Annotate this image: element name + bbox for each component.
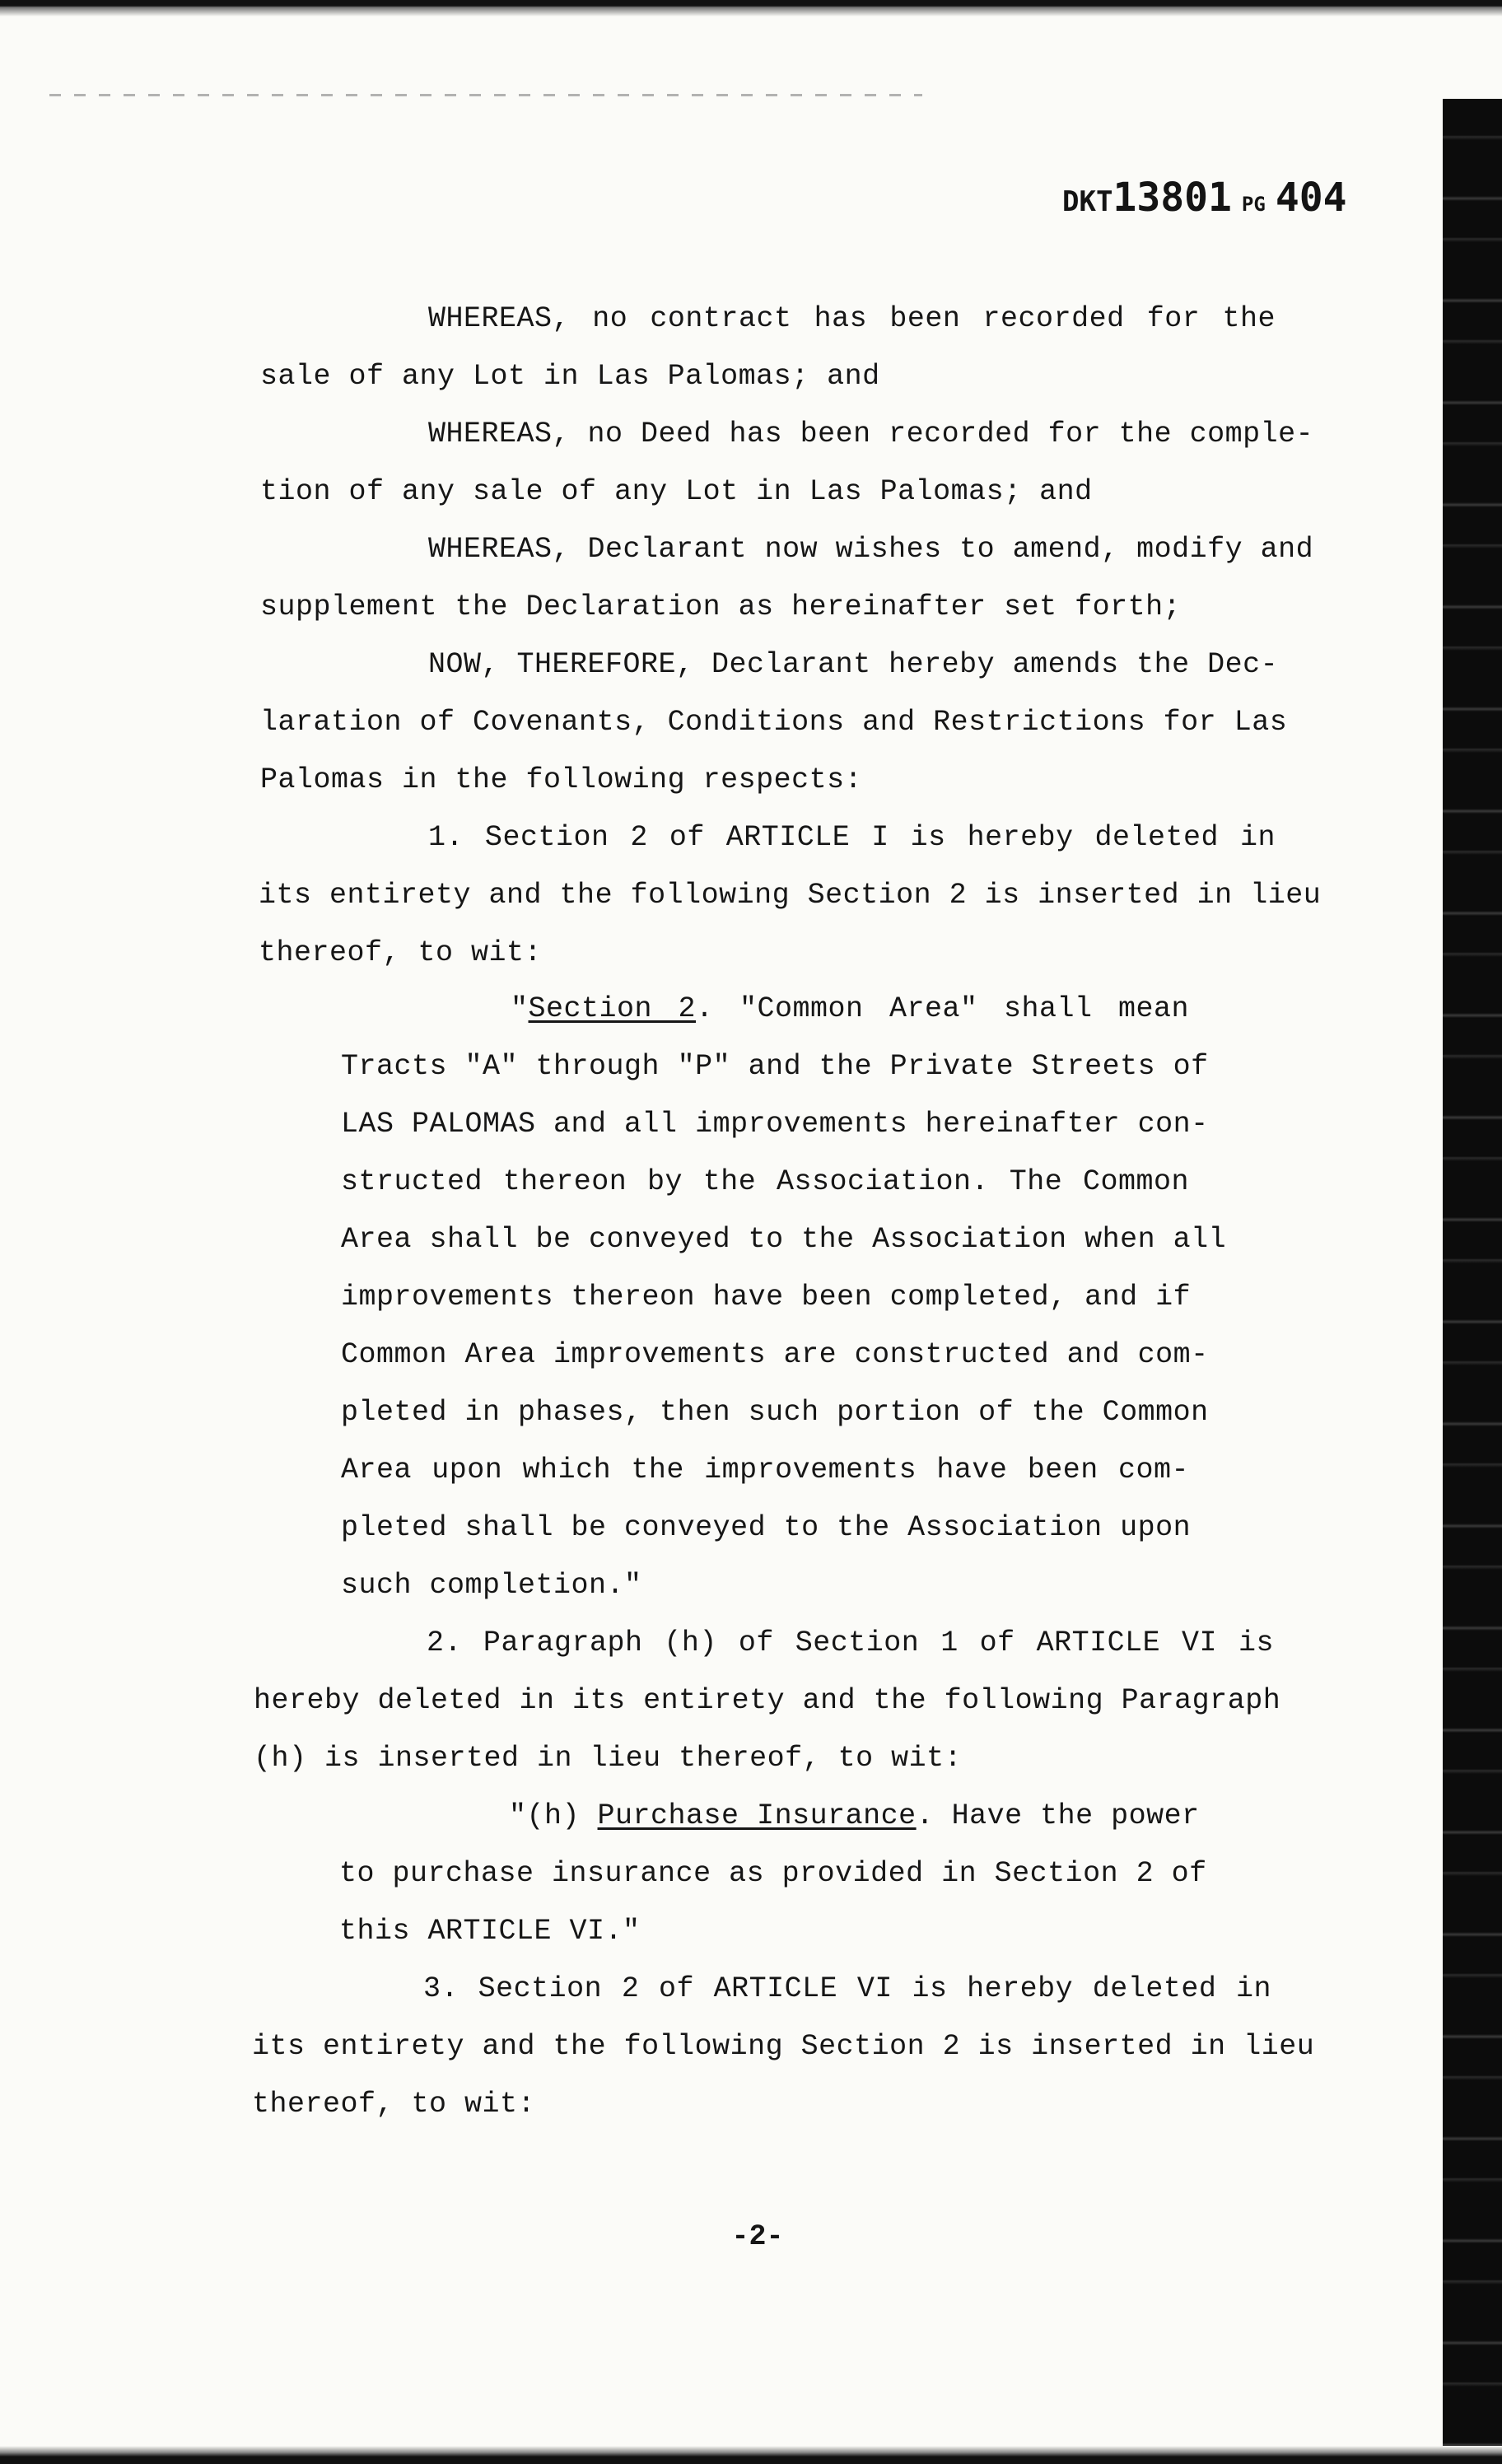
book-number: 13801 bbox=[1113, 175, 1232, 221]
text-line: Common Area improvements are constructed and com- bbox=[341, 1338, 1209, 1371]
quote-prefix: " bbox=[511, 992, 529, 1025]
text-line: pleted in phases, then such portion of the Common bbox=[341, 1396, 1209, 1429]
text-line: WHEREAS, Declarant now wishes to amend, modify and bbox=[428, 533, 1314, 566]
text-line: hereby deleted in its entirety and the following Paragraph bbox=[254, 1684, 1281, 1717]
text-line: improvements thereon have been completed, and if bbox=[341, 1281, 1192, 1314]
text-line: 3. Section 2 of ARTICLE VI is hereby deleted in bbox=[423, 1972, 1271, 2005]
text-line: supplement the Declaration as hereinafter set forth; bbox=[260, 590, 1182, 623]
scan-artifact-dashes bbox=[49, 94, 922, 96]
text-line: LAS PALOMAS and all improvements hereinafter con- bbox=[341, 1108, 1209, 1141]
text-line: its entirety and the following Section 2 is inserted in lieu bbox=[252, 2030, 1315, 2063]
paragraph-item-1 bbox=[259, 809, 1322, 982]
quote-purchase-insurance bbox=[339, 1787, 1207, 1960]
text-line: pleted shall be conveyed to the Association upon bbox=[341, 1511, 1192, 1544]
text-line: laration of Covenants, Conditions and Restrictions for Las bbox=[260, 706, 1288, 739]
scan-edge-right bbox=[1443, 99, 1502, 2464]
text-line: WHEREAS, no contract has been recorded for the bbox=[428, 302, 1276, 335]
quote-section-2 bbox=[341, 980, 1227, 1614]
text-line: (h) is inserted in lieu thereof, to wit: bbox=[254, 1742, 963, 1775]
paragraph-whereas-3 bbox=[260, 520, 1314, 636]
paragraph-now-therefore bbox=[260, 636, 1288, 809]
paragraph-item-3 bbox=[252, 1960, 1315, 2133]
text-line: Area upon which the improvements have been com- bbox=[341, 1454, 1189, 1486]
text-line: Area shall be conveyed to the Association when all bbox=[341, 1223, 1227, 1256]
section-heading: Section 2 bbox=[528, 992, 697, 1025]
page-number: -2- bbox=[731, 2220, 784, 2253]
paragraph-whereas-1 bbox=[260, 290, 1276, 405]
text-line bbox=[509, 1787, 1200, 1845]
text-line: thereof, to wit: bbox=[252, 2088, 536, 2121]
text-line: tion of any sale of any Lot in Las Palomas; and bbox=[260, 475, 1093, 508]
text-line bbox=[511, 980, 1189, 1038]
text-line: its entirety and the following Section 2 is inserted in lieu bbox=[259, 879, 1322, 912]
page-label: PG bbox=[1241, 193, 1266, 216]
text-line: NOW, THEREFORE, Declarant hereby amends the Dec- bbox=[428, 648, 1279, 681]
text-line: this ARTICLE VI." bbox=[339, 1915, 641, 1948]
text-line: thereof, to wit: bbox=[259, 936, 543, 969]
quote-suffix: . Have the power bbox=[916, 1799, 1200, 1832]
text-line: to purchase insurance as provided in Section 2 of bbox=[339, 1857, 1207, 1890]
page-value: 404 bbox=[1275, 175, 1347, 221]
paragraph-heading: Purchase Insurance bbox=[597, 1799, 917, 1832]
text-line: structed thereon by the Association. The Common bbox=[341, 1165, 1189, 1198]
text-line: sale of any Lot in Las Palomas; and bbox=[260, 360, 880, 393]
book-page-reference bbox=[1062, 175, 1347, 221]
text-line: Palomas in the following respects: bbox=[260, 763, 863, 796]
text-line: such completion." bbox=[341, 1569, 642, 1602]
text-line: 2. Paragraph (h) of Section 1 of ARTICLE VI is bbox=[427, 1626, 1274, 1659]
quote-suffix: . "Common Area" shall mean bbox=[696, 992, 1190, 1025]
text-line: WHEREAS, no Deed has been recorded for the comple- bbox=[428, 418, 1314, 450]
scan-edge-top bbox=[0, 0, 1502, 16]
text-line: 1. Section 2 of ARTICLE I is hereby deleted in bbox=[428, 821, 1276, 854]
quote-prefix: "(h) bbox=[509, 1799, 598, 1832]
book-label: DKT bbox=[1062, 185, 1113, 218]
text-line: Tracts "A" through "P" and the Private Streets of bbox=[341, 1050, 1209, 1083]
paragraph-item-2 bbox=[254, 1614, 1281, 1787]
scan-edge-bottom bbox=[0, 2446, 1502, 2464]
paragraph-whereas-2 bbox=[260, 405, 1314, 520]
